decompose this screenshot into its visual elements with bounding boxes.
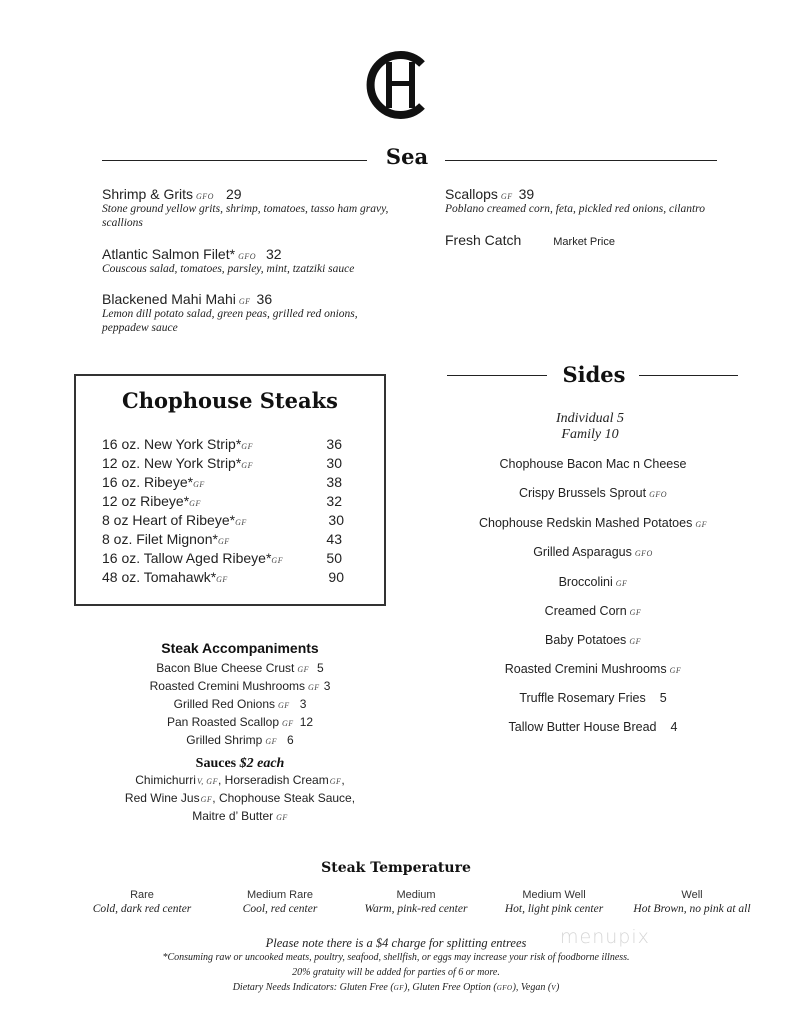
menu-item bbox=[102, 291, 392, 335]
price-family: Family 10 bbox=[561, 427, 619, 442]
section-title-temperature: Steak Temperature bbox=[321, 860, 471, 876]
temperature-level bbox=[479, 888, 629, 917]
item-name: Bacon Blue Cheese Crust bbox=[156, 661, 295, 675]
dietary-indicator: GF bbox=[241, 461, 253, 470]
item-name: 12 oz Ribeye* bbox=[102, 493, 190, 509]
steak-row bbox=[102, 569, 342, 588]
legend-gf: GF bbox=[393, 984, 405, 992]
dietary-indicator: GF bbox=[629, 608, 642, 617]
steaks-box bbox=[74, 374, 386, 606]
item-name: Broccolini bbox=[558, 575, 613, 589]
item-price: 36 bbox=[256, 291, 273, 307]
side-item bbox=[440, 457, 746, 471]
item-name: 16 oz. Tallow Aged Ribeye* bbox=[102, 550, 272, 566]
accompaniment-row bbox=[100, 678, 380, 696]
menu-item bbox=[445, 232, 745, 248]
temperature-name: Medium bbox=[396, 889, 436, 901]
legend-gfo: GFO bbox=[496, 984, 513, 992]
steak-row bbox=[102, 436, 342, 455]
sauce-name: Chimichurri bbox=[135, 773, 196, 787]
legend-text: ), Gluten Free Option ( bbox=[404, 982, 497, 993]
dietary-indicator: GF bbox=[329, 777, 342, 786]
menu-item bbox=[102, 246, 392, 276]
item-price: 4 bbox=[670, 720, 678, 734]
side-item bbox=[440, 720, 746, 734]
side-item bbox=[440, 662, 746, 676]
dietary-indicator: GFO bbox=[649, 490, 668, 499]
item-description: Lemon dill potato salad, green peas, grilled red onions, peppadew sauce bbox=[102, 308, 358, 334]
item-name: Truffle Rosemary Fries bbox=[519, 691, 646, 705]
item-price: 32 bbox=[326, 493, 342, 509]
accompaniments-section bbox=[100, 640, 380, 750]
item-name: Grilled Red Onions bbox=[173, 697, 276, 711]
temperature-description: Cool, red center bbox=[242, 903, 318, 915]
accompaniment-row bbox=[100, 696, 380, 714]
item-price: 43 bbox=[326, 531, 342, 547]
dietary-indicator: GF bbox=[669, 666, 682, 675]
dietary-indicator: GF bbox=[500, 192, 513, 201]
legend-v: V bbox=[551, 984, 556, 992]
item-name: 8 oz. Filet Mignon* bbox=[102, 531, 218, 547]
item-name: Crispy Brussels Sprout bbox=[518, 486, 647, 500]
side-item bbox=[440, 633, 746, 647]
item-name: 8 oz Heart of Ribeye* bbox=[102, 512, 236, 528]
temperature-description: Hot, light pink center bbox=[504, 903, 604, 915]
sauces-price: $2 each bbox=[239, 756, 285, 771]
sauces-label: Sauces bbox=[195, 756, 237, 771]
item-price: 29 bbox=[225, 186, 242, 202]
dietary-indicator: GF bbox=[271, 556, 284, 565]
side-item bbox=[440, 545, 746, 559]
temperature-name: Medium Well bbox=[522, 889, 586, 901]
dietary-indicator: GFO bbox=[196, 192, 214, 201]
item-price: 12 bbox=[299, 715, 314, 729]
dietary-indicator: GF bbox=[629, 637, 641, 646]
item-price: 38 bbox=[326, 474, 342, 490]
divider-line bbox=[447, 375, 547, 376]
side-item bbox=[440, 691, 746, 705]
item-name: 48 oz. Tomahawk* bbox=[102, 569, 217, 585]
steak-row bbox=[102, 474, 342, 493]
temperature-name: Medium Rare bbox=[246, 889, 314, 901]
price-individual: Individual 5 bbox=[555, 411, 625, 426]
steak-row bbox=[102, 512, 342, 531]
sauce-name: Chophouse Steak Sauce bbox=[218, 791, 352, 805]
accompaniment-row bbox=[100, 732, 380, 750]
sauces-list bbox=[100, 772, 380, 826]
item-name: Roasted Cremini Mushrooms bbox=[149, 679, 306, 693]
side-item bbox=[440, 486, 746, 500]
temperature-description: Warm, pink-red center bbox=[364, 903, 468, 915]
side-item bbox=[440, 575, 746, 589]
item-description: Stone ground yellow grits, shrimp, tomatoes, tasso ham gravy, scallions bbox=[102, 203, 389, 229]
item-name: Grilled Shrimp bbox=[186, 733, 263, 747]
accompaniment-row bbox=[100, 660, 380, 678]
dietary-indicator: GF bbox=[238, 297, 251, 306]
item-name: 16 oz. Ribeye* bbox=[102, 474, 194, 490]
dietary-indicator: GF bbox=[282, 719, 294, 728]
item-name: Baby Potatoes bbox=[545, 633, 627, 647]
dietary-indicator: GF bbox=[241, 442, 253, 451]
item-price: 30 bbox=[326, 455, 342, 471]
item-name: Tallow Butter House Bread bbox=[508, 720, 657, 734]
legend-text: ) bbox=[555, 982, 560, 993]
sauce-name: Maitre d’ Butter bbox=[192, 809, 274, 823]
dietary-indicator: GF bbox=[308, 683, 320, 692]
temperature-description: Hot Brown, no pink at all bbox=[633, 903, 751, 915]
separator: , bbox=[212, 791, 216, 805]
dietary-indicator: GF bbox=[265, 737, 277, 746]
dietary-indicator: GF bbox=[235, 518, 247, 527]
menu-item bbox=[102, 186, 392, 230]
temperature-level bbox=[341, 888, 491, 917]
watermark: menupix bbox=[560, 926, 650, 948]
steak-row bbox=[102, 531, 342, 550]
dietary-indicator: GF bbox=[193, 480, 205, 489]
section-title-sides: Sides bbox=[562, 362, 626, 387]
item-price: 5 bbox=[317, 661, 324, 675]
ch-monogram-logo bbox=[362, 48, 432, 120]
dietary-indicator: GF bbox=[276, 813, 288, 822]
item-name: Blackened Mahi Mahi bbox=[102, 291, 236, 307]
dietary-indicator: GF bbox=[297, 665, 310, 674]
sauce-name: Horseradish Cream bbox=[224, 773, 329, 787]
sauce-name: Red Wine Jus bbox=[124, 791, 200, 805]
item-name: Roasted Cremini Mushrooms bbox=[504, 662, 667, 676]
steak-row bbox=[102, 493, 342, 512]
item-price: 39 bbox=[518, 186, 535, 202]
item-price: 3 bbox=[299, 697, 307, 711]
dietary-indicator: GF bbox=[189, 499, 201, 508]
item-name: Creamed Corn bbox=[544, 604, 627, 618]
item-name: 16 oz. New York Strip* bbox=[102, 436, 242, 452]
dietary-indicator: GF bbox=[278, 701, 290, 710]
item-name: Shrimp & Grits bbox=[102, 186, 194, 202]
sides-pricing bbox=[490, 411, 690, 443]
dietary-legend bbox=[0, 982, 792, 993]
consumption-warning: *Consuming raw or uncooked meats, poultry, seafood, shellfish, or eggs may increase your risk of foodborne illness. bbox=[162, 952, 630, 963]
item-description: Poblano creamed corn, feta, pickled red onions, cilantro bbox=[445, 203, 705, 215]
section-title-sea: Sea bbox=[385, 144, 429, 169]
temperature-name: Rare bbox=[130, 889, 154, 901]
item-price: Market Price bbox=[553, 236, 615, 248]
dietary-indicator: GF bbox=[216, 575, 228, 584]
item-name: 12 oz. New York Strip* bbox=[102, 455, 242, 471]
item-description: Couscous salad, tomatoes, parsley, mint, tzatziki sauce bbox=[102, 263, 355, 275]
item-name: Grilled Asparagus bbox=[533, 545, 632, 559]
section-title-steaks: Chophouse Steaks bbox=[122, 388, 338, 413]
item-name: Atlantic Salmon Filet* bbox=[102, 246, 236, 262]
item-name: Pan Roasted Scallop bbox=[166, 715, 280, 729]
dietary-indicator: GF bbox=[695, 520, 707, 529]
dietary-indicator: GFO bbox=[634, 549, 653, 558]
dietary-indicator: GF bbox=[615, 579, 628, 588]
item-price: 3 bbox=[323, 679, 331, 693]
gratuity-note: 20% gratuity will be added for parties of 6 or more. bbox=[292, 967, 500, 978]
steak-row bbox=[102, 455, 342, 474]
temperature-level bbox=[205, 888, 355, 917]
item-price: 30 bbox=[328, 512, 344, 528]
item-price: 36 bbox=[326, 436, 342, 452]
item-price: 32 bbox=[266, 246, 282, 262]
side-item bbox=[440, 516, 746, 530]
dietary-indicator: GFO bbox=[238, 252, 257, 261]
item-name: Chophouse Redskin Mashed Potatoes bbox=[478, 516, 693, 530]
separator: , bbox=[351, 791, 356, 805]
dietary-indicator: GF bbox=[200, 795, 213, 804]
menu-item bbox=[445, 186, 745, 216]
dietary-indicator: GF bbox=[217, 537, 230, 546]
divider-line bbox=[445, 160, 717, 161]
split-charge-note: Please note there is a $4 charge for splitting entrees bbox=[265, 936, 527, 950]
steak-row bbox=[102, 550, 342, 569]
item-name: Chophouse Bacon Mac n Cheese bbox=[499, 457, 687, 471]
dietary-indicator: V, GF bbox=[196, 777, 218, 786]
sauces-section bbox=[100, 756, 380, 826]
section-title-accompaniments: Steak Accompaniments bbox=[161, 640, 319, 656]
item-price: 6 bbox=[287, 733, 294, 747]
item-name: Scallops bbox=[445, 186, 498, 202]
item-price: 5 bbox=[659, 691, 667, 705]
legend-text: Dietary Needs Indicators: Gluten Free ( bbox=[232, 982, 394, 993]
separator: , bbox=[217, 773, 222, 787]
temperature-level bbox=[67, 888, 217, 917]
temperature-description: Cold, dark red center bbox=[92, 903, 192, 915]
item-name: Fresh Catch bbox=[445, 232, 522, 248]
accompaniment-row bbox=[100, 714, 380, 732]
legend-text: ), Vegan ( bbox=[512, 982, 552, 993]
temperature-level bbox=[617, 888, 767, 917]
divider-line bbox=[102, 160, 367, 161]
temperature-name: Well bbox=[681, 889, 703, 901]
item-price: 90 bbox=[328, 569, 344, 585]
separator: , bbox=[341, 773, 345, 787]
divider-line bbox=[639, 375, 738, 376]
item-price: 50 bbox=[326, 550, 342, 566]
side-item bbox=[440, 604, 746, 618]
ch-monogram-icon bbox=[362, 48, 432, 120]
section-title-sauces bbox=[100, 756, 380, 772]
